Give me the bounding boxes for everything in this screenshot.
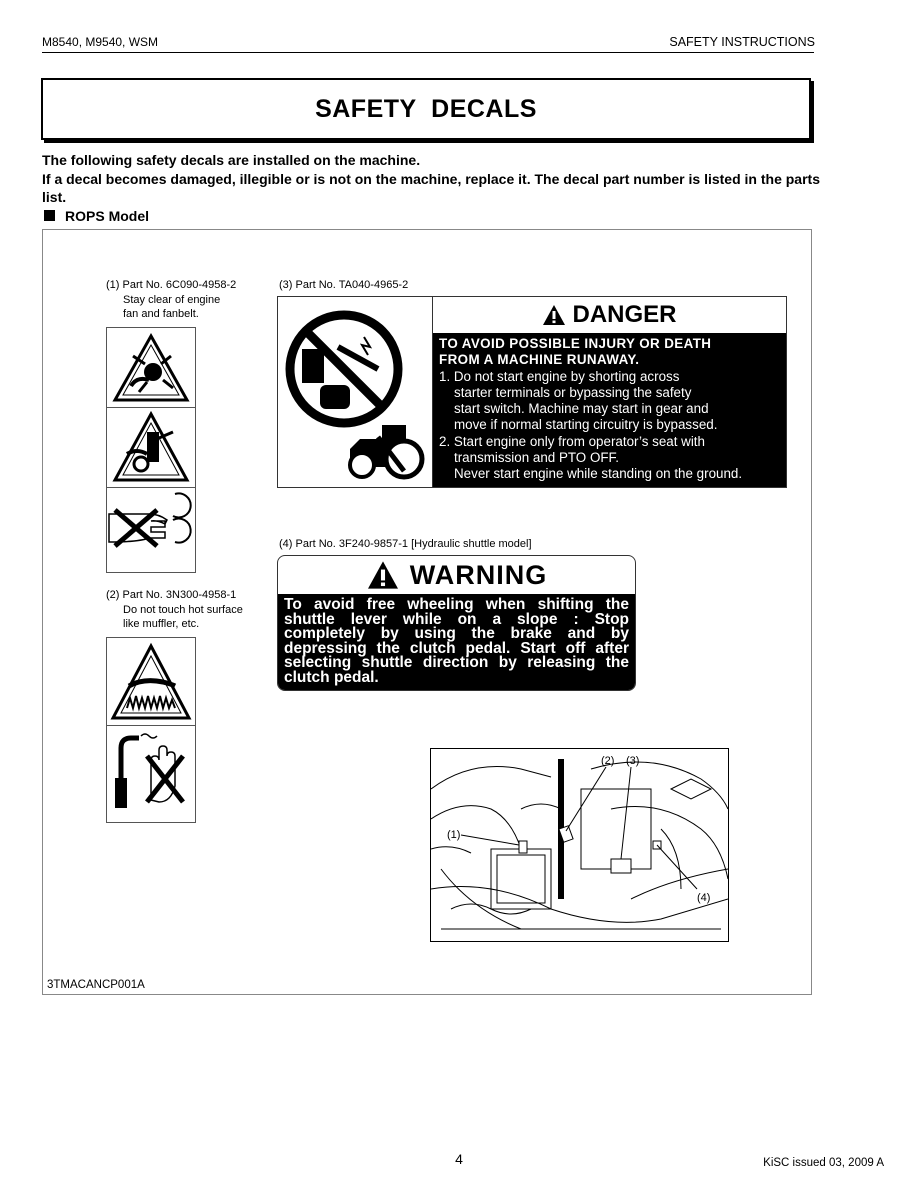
decal-1-caption [106, 278, 236, 322]
figure-code: 3TMACANCP001A [47, 979, 145, 991]
danger-headline-1: TO AVOID POSSIBLE INJURY OR DEATH [439, 336, 712, 351]
decal-1-desc: Stay clear of engine fan and fanbelt. [123, 293, 221, 320]
decal-4-part: (4) Part No. 3F240-9857-1 [Hydraulic shuttle model] [279, 538, 532, 550]
decal-2-hot-surface [107, 638, 195, 726]
decal-4-warning [277, 555, 636, 691]
decal-2-part: (2) Part No. 3N300-4958-1 [106, 589, 237, 601]
danger-item-2c: Never start engine while standing on the ground. [454, 466, 743, 482]
danger-headline-2: FROM A MACHINE RUNAWAY. [439, 352, 640, 368]
intro-line-2: If a decal becomes damaged, illegible or is not on the machine, replace it. The decal part number is listed in the parts list. [42, 170, 820, 205]
danger-item-1a: 1. Do not start engine by shorting across [439, 368, 680, 384]
decal-3-danger [277, 296, 787, 488]
danger-pictogram [278, 297, 433, 487]
danger-item-1d: move if normal starting circuitry is bypassed. [454, 417, 718, 433]
intro-text [42, 151, 820, 225]
section-label: ROPS Model [65, 207, 150, 224]
callout-4: (4) [697, 892, 711, 904]
no-short-start-icon [278, 297, 432, 487]
danger-item-2a: 2. Start engine only from operator’s seat with [439, 433, 705, 449]
section-heading [42, 207, 820, 226]
decal-2-caption [106, 588, 243, 632]
header-section: SAFETY INSTRUCTIONS [669, 35, 815, 49]
issue-note: KiSC issued 03, 2009 A [763, 1157, 884, 1169]
danger-signal-word: DANGER [572, 301, 677, 328]
danger-header [433, 297, 786, 333]
page-title: SAFETY DECALS [41, 78, 811, 140]
decal-1-part: (1) Part No. 6C090-4958-2 [106, 279, 237, 291]
decal-1-no-hand [107, 488, 195, 572]
danger-item-1c: start switch. Machine may start in gear and [454, 401, 709, 417]
decal-2-no-touch [107, 726, 195, 822]
hot-surface-icon [107, 638, 195, 725]
decal-2-desc: Do not touch hot surface like muffler, etc. [123, 603, 243, 630]
danger-item-1b: starter terminals or bypassing the safety [454, 384, 692, 400]
callout-3: (3) [626, 755, 640, 767]
no-touch-muffler-icon [107, 726, 195, 822]
header-rule [42, 52, 814, 53]
warning-header [278, 556, 635, 594]
alert-triangle-icon [542, 304, 566, 326]
no-hand-icon [107, 488, 195, 572]
fan-hazard-icon [107, 328, 195, 407]
square-bullet-icon [44, 210, 55, 221]
page-number: 4 [455, 1151, 463, 1167]
warning-signal-word: WARNING [409, 559, 548, 590]
decal-1 [106, 327, 196, 573]
decal-1-fan-warning [107, 328, 195, 408]
decal-1-belt-warning [107, 408, 195, 488]
header-model: M8540, M9540, WSM [42, 35, 159, 49]
intro-line-1: The following safety decals are installed on the machine. [42, 152, 421, 168]
decal-3-part: (3) Part No. TA040-4965-2 [279, 279, 409, 291]
decal-location-diagram [430, 748, 729, 942]
callout-1: (1) [447, 829, 461, 841]
callout-2: (2) [601, 755, 615, 767]
danger-message [433, 333, 786, 487]
belt-hazard-icon [107, 408, 195, 487]
tractor-engine-illustration [431, 749, 728, 941]
alert-triangle-icon [366, 560, 400, 590]
decal-2 [106, 637, 196, 823]
warning-message: To avoid free wheeling when shifting the shuttle lever while on a slope : Stop completely by using the brake and by depressing the clutch pedal. Start off after selecting shuttle direction by releasing the clutch pedal. [278, 594, 635, 690]
danger-item-2b: transmission and PTO OFF. [454, 450, 619, 466]
